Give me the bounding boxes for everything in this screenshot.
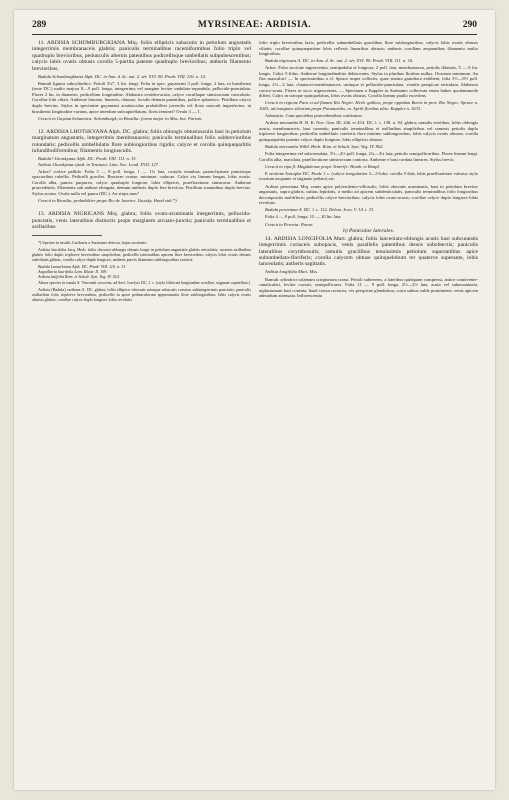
species-12-citation-2: Ardisia Lhotskyana ejusd. in Transact. Linn. Soc. Lond. XVII. 127. bbox=[38, 161, 160, 167]
header-rule bbox=[32, 34, 477, 35]
footnote-paragraph-3: Ardisia (Badula) caribaea A. DC. glabra; foliis elliptico-obovatis utrinque subacutis crassius subintegerrimis punctatis; paniculis axillaribus folio triploeve brevioribus, pedicellis in apice pedunculorum approximatis flore sublongioribus; lobis calycis ovatis obtusis glabris, corollae calyce duplo longiore lobis revolutis. bbox=[32, 286, 251, 302]
footnote-rule bbox=[32, 235, 102, 236]
species-13-description: Arbor. Folia siccitate nigrescentia, semipedalia et longiora, 2 poll. lata, membranacea, petiolis dilatatis, 5 — 6 lin. longis. Calyx 5-fidus. Antherae longitudinaliter dehiscentes. Stylus in pluribus floribus nullus. Ovarium minimum. An flos masculus? — In speciminibus a cl. Spruce nuper collectis, quae statura grandiora exhibent, folia 5½—8½ poll. longa, 2½—3 lata, chartaceo-membranacea, utrinque et pellucido-punctulata, venulis perspicue reticulata. Alabastra conico-acuta. Flores in sicco nigrescentes. — Specimen a Kappler in Surinamo collectum etiam habeo quodammodo differt. Calyx in utroque quinquelobus, lobis ovatis obtusis. Corolla lineam paullo excedens. bbox=[259, 65, 478, 99]
species-12-description: Arbor? cortice pallido. Folia 3 — 8 poll. longa, 1 — 1¾ lata, costulis tenuibus, parenchymate punctisque opacioribus rubellis. Pedicelli graciles. Bracteae ovatae, minimae, caducae. Calyx vix lineam longus, lobis ovatis. Corolla alba, puncta purpurea, calyce quadruplo longiore, lobis ellipticis, praefloratione sinistrorsa. Antherae praecedentis. Filamenta sub anthesi elongata, demum antheris duplo fere breviora. Pistillum staminibus duplo brevius. Stylus acutus. Ovula nulla vel pauca (DC.). An stirps mas? bbox=[32, 168, 251, 196]
right-column bbox=[259, 40, 478, 300]
micrantha-heading: Ardisia micrantha H. B. K. Nov. Gen. III. 246. et 454. DC. l. c. 138. n. 94. glabra; ramulis teretibus; foliis oblongis acutis, membranaceis, basi cuneatis; paniculis terminalibus et axillaribus simplicibus vel ramosis petiolis duplo triploeve longioribus; pedicellis umbellatis confertis flore minimo sublongioribus, lobis calycis ovatis obtusis; corolla quinquepartita patente calyce duplo longiore, lobis ellipticis obtusis. bbox=[259, 120, 478, 142]
running-header bbox=[32, 20, 477, 32]
species-13-citation: Badula nigricans A. DC. in Ann. d. Sc. nat. 2. sér. XVI. 90. Prodr. VIII. 111. n. 16. bbox=[265, 58, 414, 64]
micrantha-locality: Crescit in ripa fl. Magdalenae prope Tenerife: Humb. et Bonpl. bbox=[265, 163, 380, 169]
running-title: MYRSINEAE: ARDISIA. bbox=[197, 20, 312, 30]
species-14-citation: Ardisia longifolia Mart. Mss. bbox=[265, 269, 319, 275]
peruviana-locality: Crescit in Peruvia: Pavon. bbox=[265, 221, 314, 227]
section-title-b: b) Paniculae laterales. bbox=[342, 227, 395, 234]
species-11-heading: 11. ARDISIA SCHOMBURGKIANA Miq. foliis ellipticis subacutis in petiolum angustatis integerrimis membranaceis glabris; paniculis terminalibus racemiformibus folio triplo vel quadruplo brevioribus, pedunculis alternis patentibus podicellisque umbellatis subpubescentibus; calycis lobis ovatis obtusis corolla 5-partita patente quadruplo brevioribus; antheris filamento brevioribus. bbox=[32, 40, 251, 72]
left-column bbox=[32, 40, 251, 303]
micrantha-description: Folia integerrima vel subcrenulata, 3½—4½ poll. longa, 2¼—3¼ lata; petiolis semipollicaribus. Flores lineam longi. Corolla alba, maculata, praefloratione sinistrorsum contorta. Antherae e basi cordata lineares. Stylus brevis. bbox=[259, 151, 478, 162]
astrophe-note: E sectione Astrophe DC. Prodr. l. c. (calyce irregulariter 3—5-lobo; corolla 5-fida, lobis praefloratione valvata; stylo ovarium aequante et stigmate peltato) est: bbox=[259, 170, 478, 182]
footnote bbox=[32, 240, 251, 301]
adnotatio: Adnotatio. Cum speciebus praecedentibus conferatur: bbox=[265, 112, 363, 118]
page-number-left: 289 bbox=[32, 20, 47, 30]
footnote-paragraph-1: Ardisia laurifolia Jacq. Herb. foliis obovato-oblongis obtusis longe in petiolum angustatis glabris reticulatis; racemis axillaribus glabris folio duplo triploeve brevioribus simplicibus, pedicellis internalibus apicem flore brevioribus; calycis lobis ovatis obtusis subciliatis glabris, corolla calyce duplo longiore, antheris parvis filamento sublongioribus exsertis. bbox=[32, 246, 251, 262]
species-11-locality: Crescit in Guyana britannica: Schomburgk; in Brasilia: forma major in Mus. bot. Parisin. bbox=[38, 115, 203, 121]
species-14-description: Ramuli cylindrici calamum scriptorium crassi. Petioli subteretes, a lateribus quidquam compressi, antice connivente-canaliculati, leviter curvati, semipollicares. Folia 11 — 9 poll. longa, 2½—2½ lata, acuta vel subacuminata, utpluriumam basi coneata, haud crassa coriacea, vix perspicue glandulosa, costa subtus valde prominente, venis apicem admodum attenuata. Inflorescentia bbox=[259, 276, 478, 299]
species-12-citation-1: Badula? Lhotskyana Alph. DC. Prodr. VIII. 111. n. 15. bbox=[38, 156, 137, 161]
footnote-paragraph-2: Altera species in insula S. Vincentii crescens, ad Sect. Icaclyis DC. l. c. (stylo filiformi longitudine corollae, stigmate capitellato.) bbox=[38, 280, 251, 286]
species-13-continuation: folio triplo brevioribus laxis, pedicellis subumbellatis gracilibus flore sublongioribus; calycis lobis ovatis obtusis ciliatis; corollae quinquepartitae lobis reflexis linearibus obtusis; antheris corollam aequantibus filamento multo longioribus. bbox=[259, 40, 478, 57]
footnote-citation-3: Ardisia latifolia Röm. et Schult. Syst. Veg. IV. 514. bbox=[38, 273, 120, 279]
peruviana-heading: Ardisia peruviana Miq. ramis apice pulverulento-villosulis; foliis obovatis acuminatis, basi in petiolum breviter angustatis, supra glabris, subtus lepidotis, a medio ad apicem subdenticulatis, paniculis terminalibus folio longioribus decompositis multifloris; pedicellis calyce brevioribus; calycis lobis ovato-acutis; corollae calyce duplo longiore lobis revolutis. bbox=[259, 183, 478, 206]
species-14-heading: 14. ARDISIA LONGIFOLIA Mart. glabra; foliis lanceolato-oblongis acutis basi subcuneatis integerrimis coriaceis subopacis, venis parallelis patentibus densis subobtectis; paniculis lateralibus corymbosulis; ramulis gracilibus tenuissimis petiolum superantibus apice subumbellato-floriferis; corolla calycem obtuse quinquelobum ter quaterve superante, lobis lanceolatis; antheris sagittatis. bbox=[259, 235, 478, 268]
peruviana-description: Folia 4 — 8 poll. longa, 15 — 20 lin. lata. bbox=[265, 214, 342, 220]
species-11-description: Ramuli lignosi subcylindrici. Petioli 3¼‴, 3 lin. longi. Folia in spec. guyanensi 3 poll. longa, 2 lata, in brasiliensi (teste DC.) multo majora 8—9 poll. longa, integerrima vel margine leviter undulato-repandula, pellucido-punctulata. Flores 2 lin. in diametro, pedicellum longitudine. Alabastra ovoidea-acuta, calyce cucullaque sinistrorsum convolutis. Corollae lobi ciliati. Antherae lanceae, lineares, obtusae, loculis demum patentibus, pollice sphaerico. Pistillum calyce duplo brevius. Stylus in specimine guyanensi acutiusculus probabiliter juvenilis vel floris masculi imperfectus; in brasiliensi longitudine varians, apice interdum subcapitellatum, floris feminei? Ovula 3 — 1. bbox=[32, 80, 251, 114]
page bbox=[14, 10, 495, 790]
footnote-intro: *) Species in insulis Caribaeis a Surinamo detecta, hujus sectionis: bbox=[38, 240, 148, 246]
micrantha-citation: Badula micrantha Willd. Herb. Röm. et Schult. Syst. Veg. IV. 802. bbox=[265, 143, 384, 149]
footnote-citation-1: Badula Lamarkiana Alph. DC. Prodr. VIII. 110. n. 13. bbox=[38, 263, 127, 269]
peruviana-citation: Badula peruviana A. DC. l. c. 112. Deless. Icon. V. 14. t. 33. bbox=[265, 207, 375, 213]
species-11-citation: Badula Schomburgkiana Alph. DC. in Ann. d. Sc. nat. 2. sér. XVI. 90. Prodr. VIII. 110. n. 14. bbox=[38, 73, 206, 79]
species-13-heading: 13. ARDISIA NIGRICANS Miq. glabra; foliis ovato-acuminatis integerrimis, pellucido-punctatis, venis lateralibus distinctis prope marginem arcuato-junctis; paniculis terminalibus et axillaribus bbox=[32, 211, 251, 230]
page-number-right: 290 bbox=[462, 20, 477, 30]
species-12-locality: Crescit in Brasilia, probabiliter prope Rio de Janeiro: Lhotsky. Hund vidi.*) bbox=[38, 198, 177, 204]
footnote-citation-2: Anguillaria laurifolia Lam. Illustr. II. 109. bbox=[38, 268, 108, 274]
species-12-heading: 12. ARDISIA LHOTSKYANA Alph. DC. glabra; foliis oblongis obtusiusculis basi in petiolum marginatum angustatis, integerrimis membranaceis; paniculis terminalibus folio subbrevioribus rotundatis; pedicellis umbellulatis flore sublongioribus rigidis; calyce et corolla quinquepartitis infundibuliformibus; filamentis longiusculis. bbox=[32, 128, 251, 154]
species-13-locality: Crescit in regione Para et ad flumen Rio Negro: Herb. gallica; prope oppidum Barra in prov. Rio Negro: Spruce n. 1043; ad margines silvarum prope Paramaribo, m. Aprili floribus ultis: Kappler n. 1633. bbox=[259, 100, 478, 111]
